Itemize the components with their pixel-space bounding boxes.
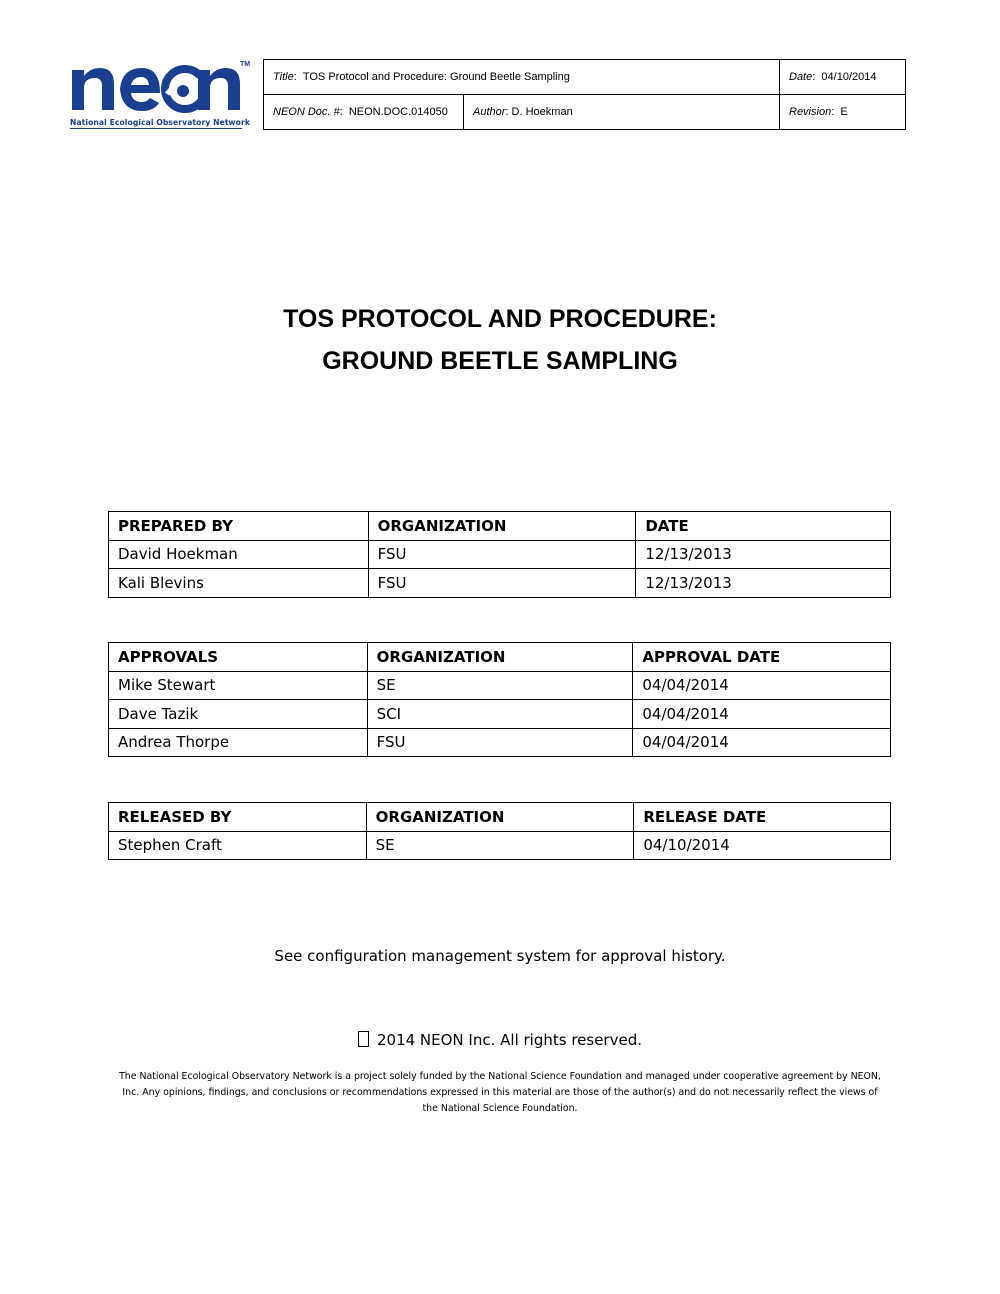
table-header-cell: PREPARED BY [109, 512, 369, 541]
header-title-value: TOS Protocol and Procedure: Ground Beetle Sampling [302, 71, 570, 83]
table-header-cell: ORGANIZATION [367, 643, 633, 672]
table-header-cell: ORGANIZATION [368, 512, 636, 541]
document-title-line-2: GROUND BEETLE SAMPLING [322, 347, 678, 375]
table-cell: Stephen Craft [109, 831, 367, 860]
neon-logo [70, 60, 251, 132]
header-date-cell: Date : 04/10/2014 [789, 71, 877, 83]
table-header-cell: ORGANIZATION [366, 803, 634, 832]
header-title-cell: Title : TOS Protocol and Procedure: Ground Beetle Sampling [273, 71, 570, 83]
approvals-table [108, 642, 891, 757]
table-cell: SE [366, 831, 634, 860]
table-header-cell: APPROVALS [109, 643, 368, 672]
table-header-row [109, 803, 891, 832]
header-author-label: Author [473, 106, 506, 118]
header-revision-label: Revision [789, 106, 832, 118]
table-header-cell: RELEASE DATE [634, 803, 891, 832]
logo-tagline: National Ecological Observatory Network [70, 118, 250, 127]
header-doc-value: NEON.DOC.014050 [348, 106, 448, 118]
trademark-mark: TM [240, 61, 251, 68]
table-cell: FSU [368, 540, 636, 569]
table-cell: 12/13/2013 [636, 540, 891, 569]
table-cell: Kali Blevins [109, 569, 369, 598]
header-title-label: Title [273, 71, 294, 83]
document-title-line-1: TOS PROTOCOL AND PROCEDURE: [283, 305, 717, 333]
table-cell: 04/04/2014 [633, 700, 891, 729]
table-cell: FSU [368, 569, 636, 598]
table-row [109, 671, 891, 700]
copyright-line [0, 1031, 1000, 1049]
released-by-table [108, 802, 891, 860]
document-header-table [263, 59, 906, 130]
table-header-row [109, 512, 891, 541]
copyright-text: 2014 NEON Inc. All rights reserved. [376, 1031, 642, 1049]
table-cell: Dave Tazik [109, 700, 368, 729]
missing-glyph-icon [358, 1031, 369, 1047]
config-management-note: See configuration management system for approval history. [274, 947, 726, 965]
neon-wordmark-graphic [70, 60, 242, 116]
table-header-row [109, 643, 891, 672]
table-row [109, 700, 891, 729]
table-row [109, 728, 891, 757]
table-cell: 04/10/2014 [634, 831, 891, 860]
table-cell: Mike Stewart [109, 671, 368, 700]
table-cell: Andrea Thorpe [109, 728, 368, 757]
header-revision-cell: Revision : E [789, 106, 848, 118]
header-date-value: 04/10/2014 [821, 71, 877, 83]
table-cell: David Hoekman [109, 540, 369, 569]
header-author-value: D. Hoekman [511, 106, 573, 118]
table-header-cell: APPROVAL DATE [633, 643, 891, 672]
header-doc-label: NEON Doc. # [273, 106, 340, 118]
table-header-cell: DATE [636, 512, 891, 541]
prepared-by-table [108, 511, 891, 598]
header-doc-cell: NEON Doc. # : NEON.DOC.014050 [273, 106, 448, 118]
funding-disclaimer: The National Ecological Observatory Network is a project solely funded by the National Science Foundation and managed under cooperative agreement by NEON, Inc. Any opinions, findings, and conclusions or recommendations expressed in this material are those of the author(s) and do not necessarily reflect the views of the National Science Foundation. [119, 1071, 881, 1114]
header-author-cell: Author : D. Hoekman [473, 106, 573, 118]
table-cell: 04/04/2014 [633, 671, 891, 700]
table-cell: FSU [367, 728, 633, 757]
table-cell: 04/04/2014 [633, 728, 891, 757]
table-header-cell: RELEASED BY [109, 803, 367, 832]
table-cell: SE [367, 671, 633, 700]
table-row [109, 831, 891, 860]
header-revision-value: E [840, 106, 848, 118]
header-date-label: Date [789, 71, 813, 83]
table-row [109, 540, 891, 569]
table-cell: SCI [367, 700, 633, 729]
table-row [109, 569, 891, 598]
logo-underline [70, 128, 242, 129]
table-cell: 12/13/2013 [636, 569, 891, 598]
